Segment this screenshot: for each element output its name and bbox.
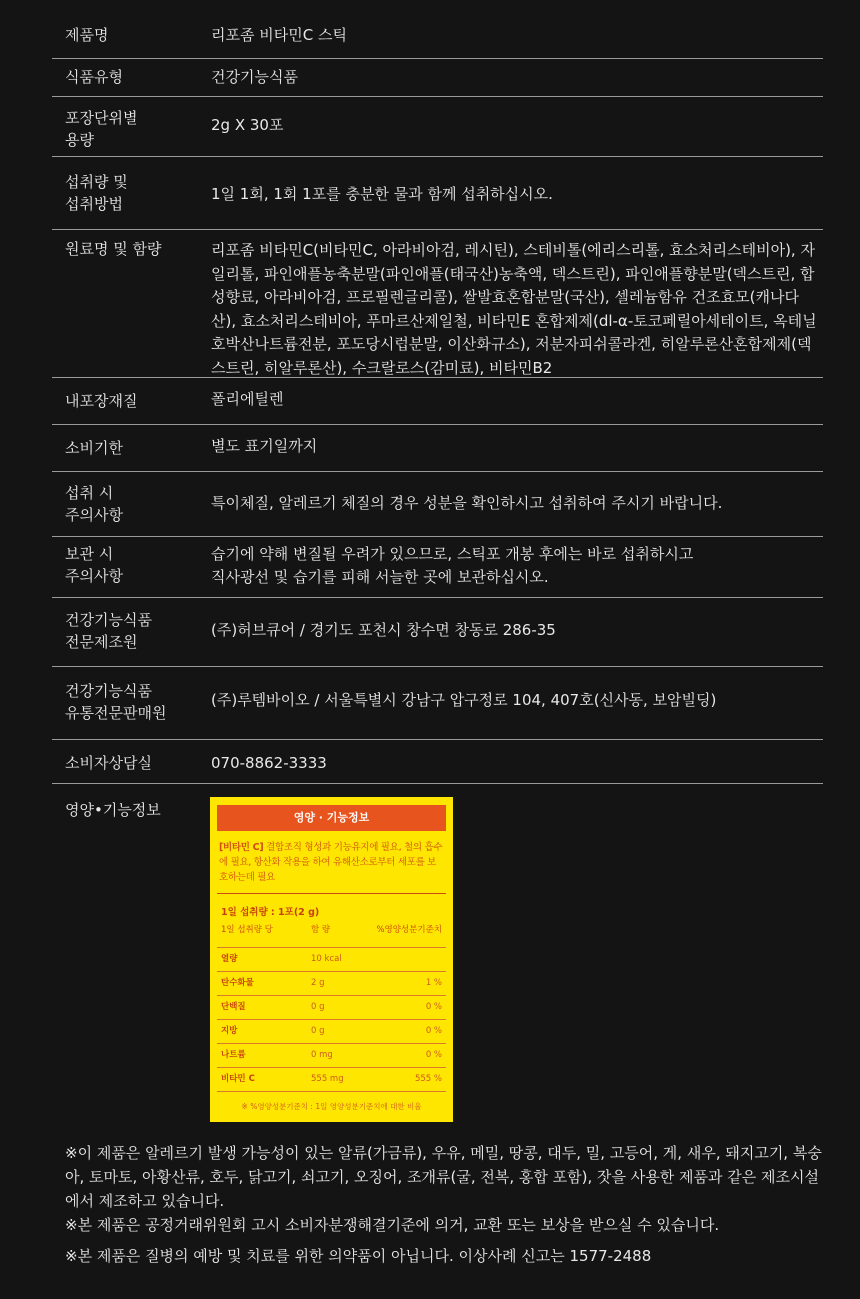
row-expiry	[52, 425, 823, 472]
nutrition-column-headers	[221, 923, 442, 935]
row-package-size	[52, 97, 823, 157]
nutrient-name: 나트륨	[221, 1050, 246, 1060]
nutrition-col-percent: %영양성분기준치	[376, 925, 442, 935]
nutrition-row	[217, 1019, 446, 1043]
value-food-type: 건강기능식품	[211, 68, 298, 86]
value-package-size: 2g X 30포	[211, 116, 284, 134]
nutrient-percent: 1 %	[425, 978, 442, 988]
label-intake-method: 섭취량 및 섭취방법	[65, 173, 128, 213]
row-intake-caution	[52, 472, 823, 537]
label-product-name: 제품명	[65, 26, 109, 44]
nutrition-desc-text: 결합조직 형성과 기능유지에 필요, 철의 흡수에 필요, 항산화 작용을 하여 유해산소로부터 세포를 보호하는데 필요	[219, 842, 443, 883]
value-intake-caution: 특이체질, 알레르기 체질의 경우 성분을 확인하시고 섭취하여 주시기 바랍니다.	[211, 494, 723, 512]
value-consumer-center: 070-8862-3333	[211, 754, 327, 772]
label-inner-packaging: 내포장재질	[65, 392, 138, 410]
nutrient-percent: 0 %	[425, 1050, 442, 1060]
nutrition-row	[217, 995, 446, 1019]
nutrient-percent: 0 %	[425, 1002, 442, 1012]
nutrient-amount: 2 g	[311, 978, 325, 988]
nutrition-row	[217, 971, 446, 995]
compensation-note: ※본 제품은 공정거래위원회 고시 소비자분쟁해결기준에 의거, 교환 또는 보상을 받으실 수 있습니다.	[65, 1216, 720, 1234]
value-distributor: (주)루템바이오 / 서울특별시 강남구 압구정로 104, 407호(신사동, 보암빌딩)	[211, 691, 717, 709]
nutrition-col-amount: 함 량	[311, 925, 331, 935]
allergy-note: ※이 제품은 알레르기 발생 가능성이 있는 알류(가금류), 우유, 메밀, 땅콩, 대두, 밀, 고등어, 게, 새우, 돼지고기, 복숭아, 토마토, 아황산류, 호두, 닭고기, 쇠고기, 오징어, 조개류(굴, 전복, 홍합 포함), 잣을 사용한 제품과 같은 제조시설에서 제조하고 있습니다.	[65, 1144, 822, 1210]
nutrient-amount: 10 kcal	[311, 954, 342, 964]
nutrition-divider	[217, 893, 446, 894]
nutrient-percent: 0 %	[425, 1026, 442, 1036]
nutrient-name: 열량	[221, 954, 238, 964]
nutrition-title: 영양 · 기능정보	[217, 805, 446, 831]
label-food-type: 식품유형	[65, 68, 123, 86]
label-manufacturer: 건강기능식품 전문제조원	[65, 611, 152, 651]
label-nutrition-info: 영양•기능정보	[65, 801, 161, 819]
row-ingredients	[52, 230, 823, 378]
label-expiry: 소비기한	[65, 439, 123, 457]
row-inner-packaging	[52, 378, 823, 425]
nutrient-name: 비타민 C	[221, 1074, 255, 1084]
nutrition-serving: 1일 섭취량 : 1포(2 g)	[221, 907, 320, 918]
nutrition-col-per: 1일 섭취량 당	[221, 925, 273, 935]
nutrition-row	[217, 947, 446, 971]
label-storage-caution: 보관 시 주의사항	[65, 545, 123, 585]
row-product-name	[52, 0, 823, 59]
not-medicine-note: ※본 제품은 질병의 예방 및 치료를 위한 의약품이 아닙니다. 이상사례 신고는 1577-2488	[65, 1247, 652, 1265]
value-intake-method: 1일 1회, 1회 1포를 충분한 물과 함께 섭취하십시오.	[211, 185, 553, 203]
row-food-type	[52, 59, 823, 97]
row-distributor	[52, 667, 823, 740]
label-intake-caution: 섭취 시 주의사항	[65, 484, 123, 524]
label-ingredients: 원료명 및 함량	[65, 240, 162, 258]
nutrient-name: 단백질	[221, 1002, 246, 1012]
nutrient-amount: 0 g	[311, 1026, 325, 1036]
value-product-name: 리포좀 비타민C 스틱	[211, 26, 347, 44]
label-consumer-center: 소비자상담실	[65, 754, 152, 772]
nutrition-description	[219, 840, 444, 885]
nutrient-amount: 555 mg	[311, 1074, 344, 1084]
row-consumer-center	[52, 740, 823, 784]
label-distributor: 건강기능식품 유통전문판매원	[65, 682, 167, 722]
nutrient-name: 지방	[221, 1026, 238, 1036]
nutrient-percent	[371, 948, 442, 971]
row-manufacturer	[52, 598, 823, 667]
nutrient-amount: 0 mg	[311, 1050, 333, 1060]
nutrition-row	[217, 1067, 446, 1092]
nutrient-amount: 0 g	[311, 1002, 325, 1012]
value-inner-packaging: 폴리에틸렌	[211, 390, 284, 408]
value-storage-caution: 습기에 약해 변질될 우려가 있으므로, 스틱포 개봉 후에는 바로 섭취하시고 직사광선 및 습기를 피해 서늘한 곳에 보관하십시오.	[211, 545, 694, 586]
row-storage-caution	[52, 537, 823, 598]
nutrient-percent: 555 %	[414, 1074, 442, 1084]
value-expiry: 별도 표기일까지	[211, 437, 318, 455]
nutrient-name: 탄수화물	[221, 978, 254, 988]
value-ingredients: 리포좀 비타민C(비타민C, 아라비아검, 레시틴), 스테비톨(에리스리톨, 효소처리스테비아), 자일리톨, 파인애플농축분말(파인애플(태국산)농축액, 덱스트린), 파인애플향분말(덱스트린, 합성향료, 아라비아검, 프로필렌글리콜), 쌀발효혼합분말(국산), 셀레늄함유 건조효모(캐나다산), 효소처리스테비아, 푸마르산제일철, 비타민E 혼합제제(dl-α-토코페릴아세테이트, 옥테닐호박산나트륨전분, 포도당시럽분말, 이산화규소), 저분자피쉬콜라겐, 히알루론산혼합제제(덱스트린, 히알루론산), 수크랄로스(감미료), 비타민B2	[211, 241, 817, 377]
nutrition-footnote: ※ %영양성분기준치 : 1일 영양성분기준치에 대한 비율	[241, 1102, 422, 1111]
nutrition-row	[217, 1043, 446, 1067]
nutrition-desc-tag: [비타민 C]	[219, 842, 264, 853]
row-intake-method	[52, 157, 823, 230]
value-manufacturer: (주)허브큐어 / 경기도 포천시 창수면 창동로 286-35	[211, 621, 556, 639]
nutrition-facts-label	[210, 797, 453, 1122]
label-package-size: 포장단위별 용량	[65, 109, 138, 149]
